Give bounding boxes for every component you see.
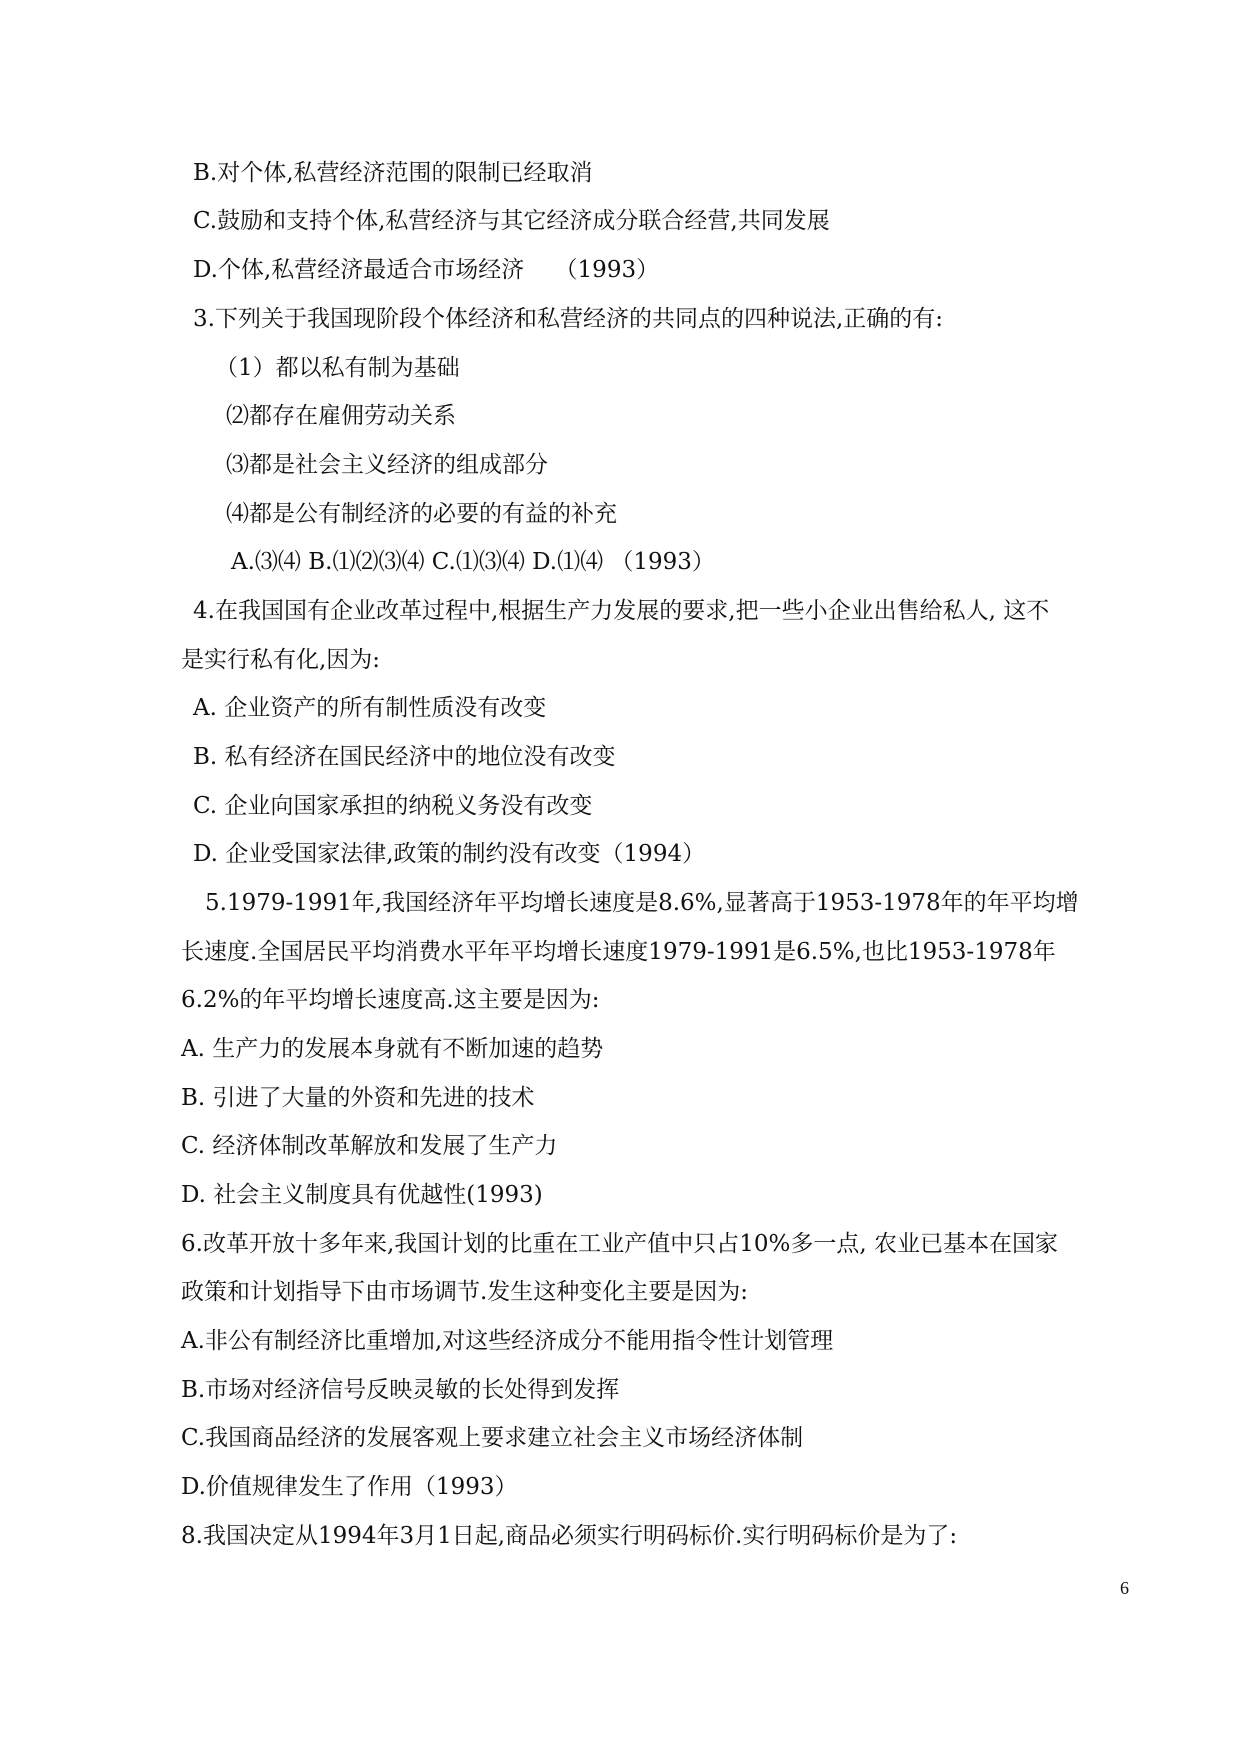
text-line: D. 企业受国家法律,政策的制约没有改变（1994）: [193, 841, 706, 867]
text-line: 长速度.全国居民平均消费水平年平均增长速度1979-1991是6.5%,也比1953-1978年: [181, 939, 1056, 965]
text-line: B.对个体,私营经济范围的限制已经取消: [193, 160, 593, 186]
text-line: C. 企业向国家承担的纳税义务没有改变: [193, 793, 593, 819]
text-line: 5.1979-1991年,我国经济年平均增长速度是8.6%,显著高于1953-1978年的年平均增: [205, 890, 1079, 916]
text-line: 6.2%的年平均增长速度高.这主要是因为:: [181, 987, 600, 1013]
text-line: 4.在我国国有企业改革过程中,根据生产力发展的要求,把一些小企业出售给私人, 这不: [193, 598, 1050, 624]
text-line: （1）都以私有制为基础: [215, 355, 460, 381]
text-line: B. 引进了大量的外资和先进的技术: [181, 1085, 535, 1111]
text-line: D. 社会主义制度具有优越性(1993): [181, 1182, 543, 1208]
text-line: 6.改革开放十多年来,我国计划的比重在工业产值中只占10%多一点, 农业已基本在国家: [181, 1231, 1058, 1257]
text-line: 政策和计划指导下由市场调节.发生这种变化主要是因为:: [181, 1279, 749, 1305]
text-line: A. 生产力的发展本身就有不断加速的趋势: [181, 1036, 604, 1062]
text-line: ⑵都存在雇佣劳动关系: [226, 403, 456, 429]
text-line: C. 经济体制改革解放和发展了生产力: [181, 1133, 558, 1159]
text-line: 8.我国决定从1994年3月1日起,商品必须实行明码标价.实行明码标价是为了:: [181, 1523, 958, 1549]
page-number: 6: [1120, 1578, 1129, 1598]
text-line: A. 企业资产的所有制性质没有改变: [193, 695, 547, 721]
text-line: B. 私有经济在国民经济中的地位没有改变: [193, 744, 616, 770]
text-line: D.个体,私营经济最适合市场经济 （1993）: [193, 257, 660, 283]
text-line: C.鼓励和支持个体,私营经济与其它经济成分联合经营,共同发展: [193, 208, 830, 234]
text-line: 是实行私有化,因为:: [181, 647, 381, 673]
text-line: ⑷都是公有制经济的必要的有益的补充: [226, 501, 617, 527]
text-line: D.价值规律发生了作用（1993）: [181, 1474, 518, 1500]
text-line: ⑶都是社会主义经济的组成部分: [226, 452, 548, 478]
text-line: B.市场对经济信号反映灵敏的长处得到发挥: [181, 1377, 620, 1403]
text-line: A.⑶⑷ B.⑴⑵⑶⑷ C.⑴⑶⑷ D.⑴⑷ （1993）: [231, 549, 715, 575]
text-line: C.我国商品经济的发展客观上要求建立社会主义市场经济体制: [181, 1425, 804, 1451]
text-line: A.非公有制经济比重增加,对这些经济成分不能用指令性计划管理: [181, 1328, 834, 1354]
text-line: 3.下列关于我国现阶段个体经济和私营经济的共同点的四种说法,正确的有:: [193, 306, 944, 332]
